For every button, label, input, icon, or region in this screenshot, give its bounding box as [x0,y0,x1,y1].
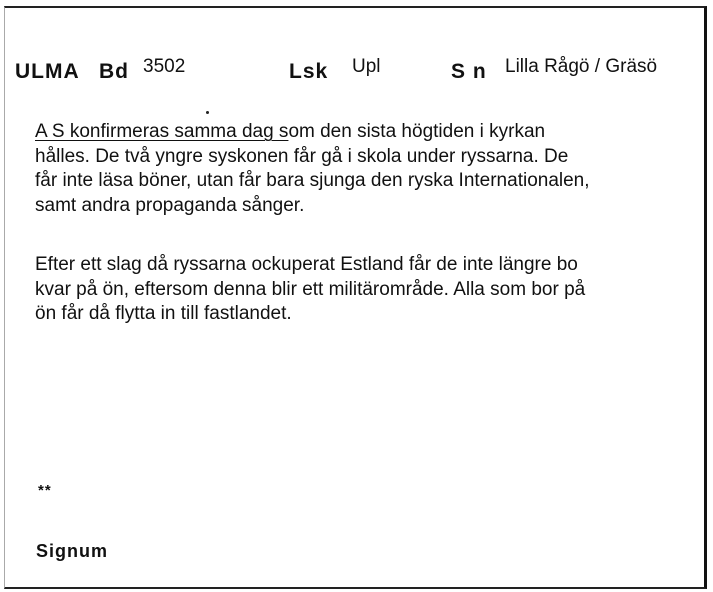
card-header [15,54,694,88]
paragraph-2: Efter ett slag då ryssarna ockuperat Estland får de inte längre bo kvar på ön, eftersom denna blir ett militärområde. Alla som bor på ön får då flytta in till fastlandet. [35,254,586,324]
paragraph-1-text: om den sista högtiden i kyrkan hålles. De två yngre syskonen får gå i skola under ryssarna. De får inte läsa böner, utan får bara sjunga den ryska Internationalen, samt andra propaganda sånger. [35,121,590,216]
lsk-label: Lsk [289,60,329,83]
stars-mark: ** [38,482,52,499]
archive-label: ULMA [15,60,80,83]
bd-value: 3502 [143,56,186,77]
ink-dot [206,111,209,114]
sn-value: Lilla Rågö / Gräsö [505,56,658,77]
underlined-text: A S konfirmeras samma dag s [35,121,289,142]
bd-label: Bd [99,60,129,83]
paragraph-1 [35,120,703,218]
archive-card [4,6,707,589]
sn-label: S n [451,60,487,83]
lsk-value: Upl [352,56,381,77]
signum-label: Signum [36,541,108,561]
